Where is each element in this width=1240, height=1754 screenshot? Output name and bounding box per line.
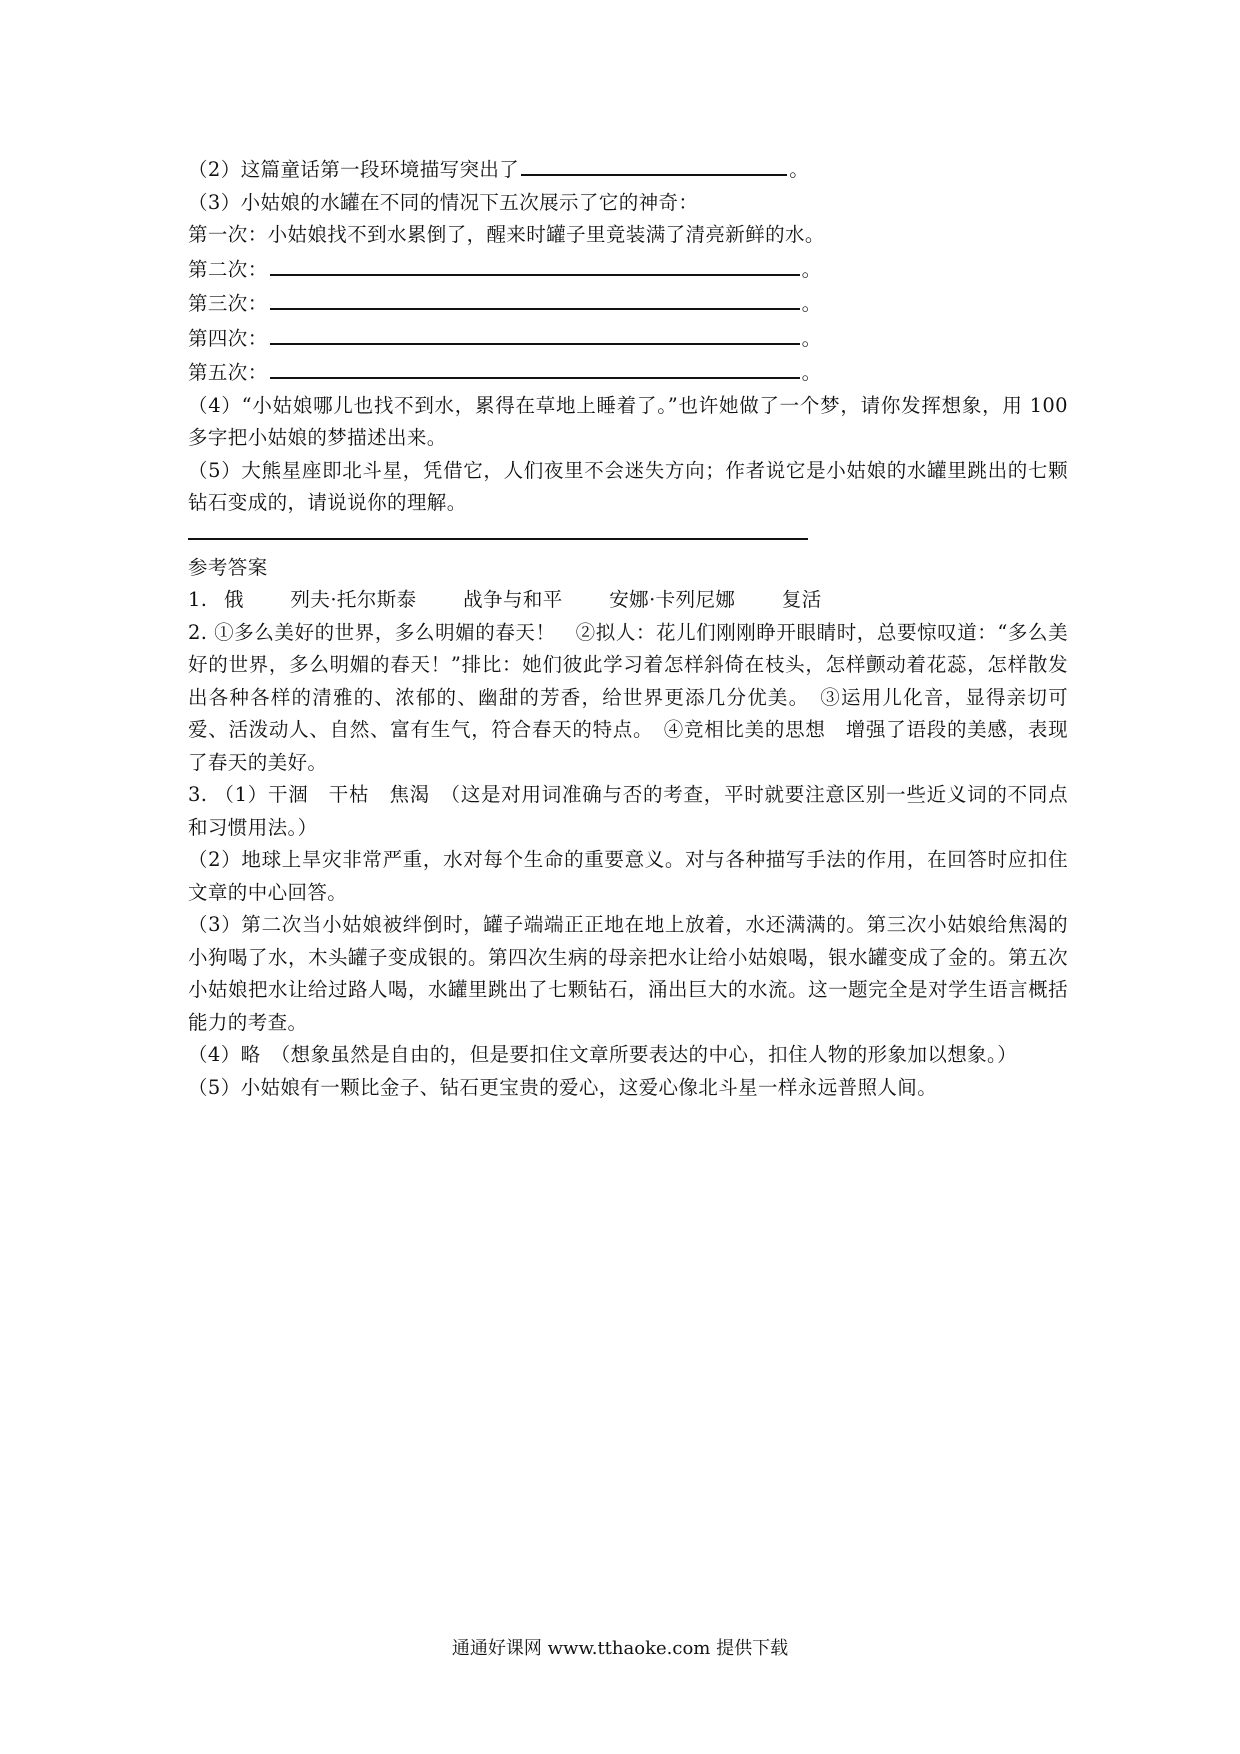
answer-blank[interactable] (521, 152, 787, 176)
answer-blank[interactable] (270, 321, 800, 345)
answer-blank[interactable] (270, 355, 800, 379)
question-5: （5）大熊星座即北斗星，凭借它，人们夜里不会迷失方向；作者说它是小姑娘的水罐里跳出的七颗钻石变成的，请说说你的理解。 (188, 458, 1068, 514)
punctuation: 。 (801, 361, 822, 384)
document-body (188, 152, 1068, 1104)
answer-blank[interactable] (270, 252, 800, 276)
answer-item: 列夫·托尔斯泰 (290, 588, 417, 611)
footer-text: 通通好课网 www.tthaoke.com 提供下载 (451, 1638, 789, 1659)
blank-label: 第四次： (188, 326, 268, 350)
blank-label: 第五次： (188, 361, 268, 384)
answer-number: 1. (188, 588, 208, 611)
question-3-first: 第一次：小姑娘找不到水累倒了，醒来时罐子里竟装满了清亮新鲜的水。 (188, 223, 825, 246)
question-3-second (188, 252, 1068, 287)
answer-1 (188, 584, 1068, 617)
question-3-intro: （3）小姑娘的水罐在不同的情况下五次展示了它的神奇： (188, 190, 699, 214)
answer-2: 2. ①多么美好的世界，多么明媚的春天！ ②拟人：花儿们刚刚睁开眼睛时，总要惊叹道：“多么美好的世界，多么明媚的春天！”排比：她们彼此学习着怎样斜倚在枝头，怎样颤动着花蕊，怎样散发出各种各样的清雅的、浓郁的、幽甜的芳香，给世界更添几分优美。 ③运用儿化音，显得亲切可爱、活泼动人、自然、富有生气，符合春天的特点。 ④竞相比美的思想 增强了语段的美感，表现了春天的美好。 (188, 620, 1068, 774)
question-3-fifth (188, 355, 1068, 390)
punctuation: 。 (801, 326, 822, 350)
answer-3-1: 3. （1）干涸 干枯 焦渴 （这是对用词准确与否的考查，平时就要注意区别一些近义词的不同点和习惯用法。） (188, 783, 1068, 839)
punctuation: 。 (789, 158, 810, 181)
question-4: （4）“小姑娘哪儿也找不到水，累得在草地上睡着了。”也许她做了一个梦，请你发挥想象，用 100 多字把小姑娘的梦描述出来。 (188, 393, 1068, 449)
question-3-fourth (188, 321, 1068, 356)
blank-label: 第三次： (188, 292, 268, 315)
blank-label: 第二次： (188, 257, 268, 281)
answers-title: 参考答案 (188, 555, 268, 579)
answer-item: 俄 (224, 588, 244, 611)
answer-item: 安娜·卡列尼娜 (609, 588, 736, 611)
question-2-text: （2）这篇童话第一段环境描写突出了 (188, 158, 520, 181)
answer-item: 复活 (781, 588, 822, 611)
question-3-third (188, 286, 1068, 321)
punctuation: 。 (801, 257, 822, 281)
answer-3-4: （4）略 （想象虽然是自由的，但是要扣住文章所要表达的中心，扣住人物的形象加以想象。） (188, 1043, 1018, 1066)
section-divider (188, 538, 808, 540)
answer-item: 战争与和平 (463, 588, 563, 611)
question-2 (188, 152, 1068, 187)
answer-3-5: （5）小姑娘有一颗比金子、钻石更宝贵的爱心，这爱心像北斗星一样永远普照人间。 (188, 1075, 938, 1099)
answer-3-2: （2）地球上旱灾非常严重，水对每个生命的重要意义。对与各种描写手法的作用，在回答时应扣住文章的中心回答。 (188, 848, 1068, 904)
answer-3-3: （3）第二次当小姑娘被绊倒时，罐子端端正正地在地上放着，水还满满的。第三次小姑娘给焦渴的小狗喝了水，木头罐子变成银的。第四次生病的母亲把水让给小姑娘喝，银水罐变成了金的。第五次小姑娘把水让给过路人喝，水罐里跳出了七颗钻石，涌出巨大的水流。这一题完全是对学生语言概括能力的考查。 (188, 913, 1068, 1034)
answer-blank[interactable] (270, 286, 800, 310)
punctuation: 。 (801, 292, 822, 315)
